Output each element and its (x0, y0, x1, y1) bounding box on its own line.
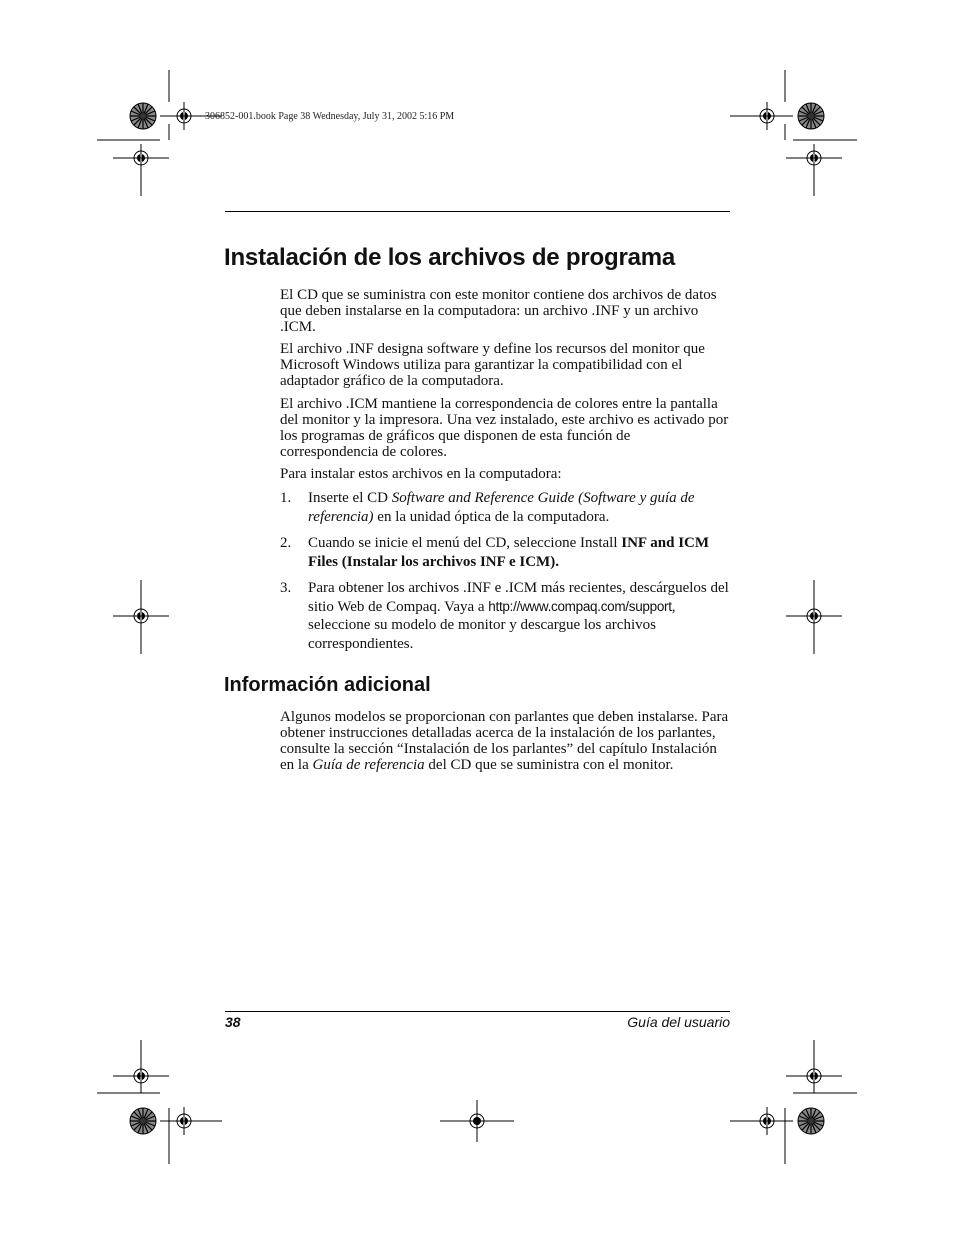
page-number: 38 (225, 1014, 241, 1030)
speakers-paragraph: Algunos modelos se proporcionan con parlantes que deben instalarse. Para obtener instrucciones detalladas acerca de la instalación de los parlantes, consulte la sección “Instalación de los parlantes” del capítulo Instalación en la Guía de referencia del CD que se suministra con el monitor. (280, 709, 729, 773)
list-item: 1. Inserte el CD Software and Reference Guide (Software y guía de referencia) en la unidad óptica de la computadora. (280, 490, 695, 525)
color-bar-star-icon (130, 103, 156, 129)
color-bar-star-icon (798, 1108, 824, 1134)
color-bar-star-icon (130, 1108, 156, 1134)
color-bar-star-icon (798, 103, 824, 129)
install-steps-list (280, 489, 732, 661)
intro-paragraph: El CD que se suministra con este monitor contiene dos archivos de datos que deben instalarse en la computadora: un archivo .INF y un archivo .ICM. (280, 287, 717, 335)
inf-paragraph: El archivo .INF designa software y define los recursos del monitor que Microsoft Windows utiliza para garantizar la compatibilidad con el adaptador gráfico de la computadora. (280, 341, 705, 389)
footer-title: Guía del usuario (627, 1014, 730, 1030)
page-title: Instalación de los archivos de programa (224, 244, 676, 271)
menu-option: INF and ICM Files (Instalar los archivos INF e ICM). (308, 535, 710, 570)
icm-paragraph: El archivo .ICM mantiene la correspondencia de colores entre la pantalla del monitor y la impresora. Una vez instalado, este archivo es activado por los programas de gráficos que disponen de esta función de correspondencia de colores. (280, 396, 729, 460)
reference-guide-title: Guía de referencia (312, 757, 425, 773)
list-item: 3. Para obtener los archivos .INF e .ICM más recientes, descárguelos del sitio Web de Compaq. Vaya a http://www.compaq.com/support, seleccione su modelo de monitor y descargue los archivos correspondientes. (280, 580, 729, 652)
section-heading: Información adicional (224, 674, 431, 696)
header-rule (225, 211, 730, 212)
support-url-link[interactable]: http://www.compaq.com/support (488, 598, 672, 614)
book-header-info: 306852-001.book Page 38 Wednesday, July 31, 2002 5:16 PM (205, 111, 455, 122)
list-item: 2. Cuando se inicie el menú del CD, seleccione Install INF and ICM Files (Instalar los archivos INF e ICM). (280, 535, 710, 570)
cd-title: Software and Reference Guide (Software y guía de referencia) (308, 490, 695, 525)
install-intro-paragraph: Para instalar estos archivos en la computadora: (280, 466, 562, 482)
footer-rule (225, 1011, 730, 1012)
